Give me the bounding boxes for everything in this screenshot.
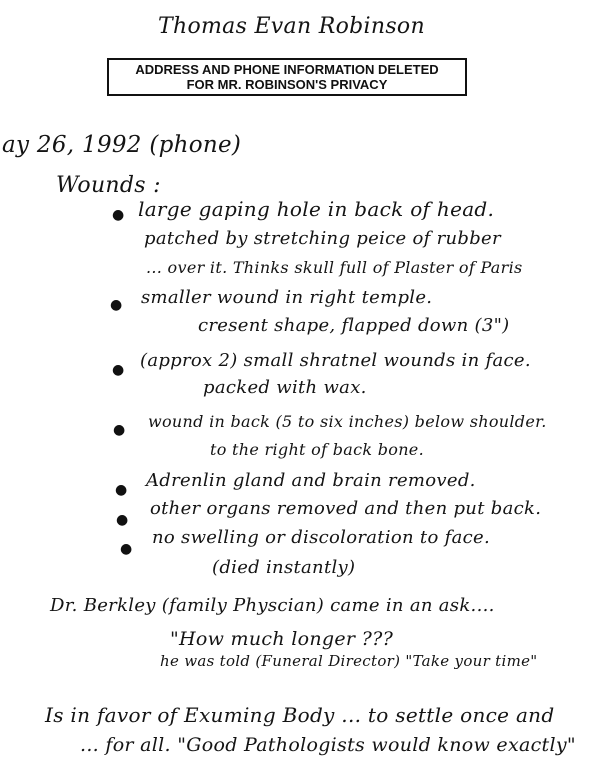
wound-item-1-line-2: patched by stretching peice of rubber <box>144 228 501 249</box>
redaction-notice-line-1: ADDRESS AND PHONE INFORMATION DELETED <box>135 62 439 77</box>
bullet-icon: ● <box>113 422 126 438</box>
berkley-line-2: "How much longer ??? <box>170 628 394 650</box>
berkley-line-1: Dr. Berkley (family Physcian) came in an ask.... <box>50 595 495 616</box>
redaction-notice-line-2: FOR MR. ROBINSON'S PRIVACY <box>186 77 388 92</box>
berkley-line-3: he was told (Funeral Director) "Take your time" <box>160 652 538 670</box>
bullet-icon: ● <box>112 207 125 223</box>
bullet-icon: ● <box>120 541 133 557</box>
wound-item-6-line-1: other organs removed and then put back. <box>150 498 542 519</box>
wound-item-1-line-1: large gaping hole in back of head. <box>138 197 495 221</box>
note-date: ay 26, 1992 (phone) <box>2 132 242 158</box>
bullet-icon: ● <box>112 362 125 378</box>
bullet-icon: ● <box>110 297 123 313</box>
wound-item-3-line-1: (approx 2) small shratnel wounds in face. <box>140 350 531 371</box>
wound-item-2-line-2: cresent shape, flapped down (3") <box>198 315 510 336</box>
wound-item-1-line-3: ... over it. Thinks skull full of Plaster of Paris <box>146 258 523 277</box>
bullet-icon: ● <box>116 512 129 528</box>
page-heading-name: Thomas Evan Robinson <box>158 14 425 39</box>
favor-line-1: Is in favor of Exuming Body ... to settle once and <box>45 703 555 727</box>
wound-item-3-line-2: packed with wax. <box>203 377 367 398</box>
wound-item-4-line-2: to the right of back bone. <box>210 440 424 459</box>
wound-item-5-line-1: Adrenlin gland and brain removed. <box>146 470 476 491</box>
wound-item-7-line-1: no swelling or discoloration to face. <box>152 527 490 548</box>
wound-item-7-line-2: (died instantly) <box>212 557 356 578</box>
favor-line-2: ... for all. "Good Pathologists would know exactly" <box>80 734 576 756</box>
redaction-notice-box <box>107 58 467 96</box>
wound-item-2-line-1: smaller wound in right temple. <box>141 287 433 308</box>
wounds-heading: Wounds : <box>56 173 161 198</box>
wound-item-4-line-1: wound in back (5 to six inches) below shoulder. <box>148 412 547 431</box>
bullet-icon: ● <box>115 482 128 498</box>
